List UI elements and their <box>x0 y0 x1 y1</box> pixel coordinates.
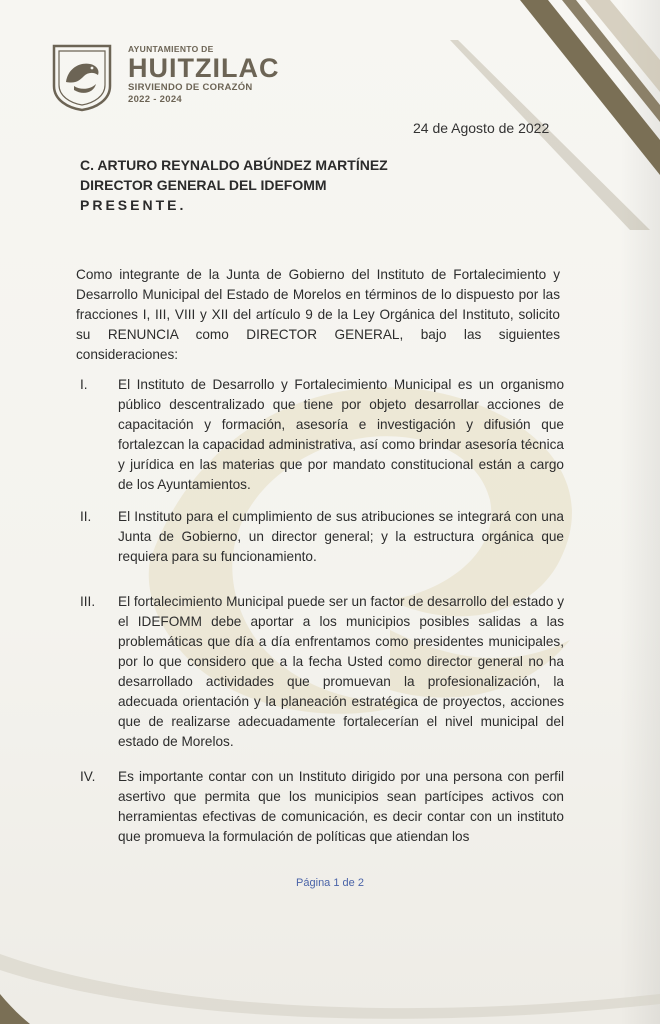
item-text: El fortalecimiento Municipal puede ser un factor de desarrollo del estado y el IDEFOMM debe aportar a los municipios posibles salidas a las problemáticas que día a día enfrentamos como presidentes municipales, por lo que considero que a la fecha Usted como director general no ha desarrollado actividades que promuevan la profesionalización, la adecuada orientación y la planeación estratégica de proyectos, acciones que de realizarse adecuadamente fortalecerían el nivel municipal del estado de Morelos. <box>118 594 564 749</box>
item-number: II. <box>80 509 92 524</box>
intro-paragraph: Como integrante de la Junta de Gobierno del Instituto de Fortalecimiento y Desarrollo Municipal del Estado de Morelos en términos de lo dispuesto por las fracciones I, III, VIII y XII del artículo 9 de la Ley Orgánica del Instituto, solicito su RENUNCIA como DIRECTOR GENERAL, bajo las siguientes consideraciones: <box>76 267 560 362</box>
decorative-bottom-band <box>0 934 660 1024</box>
municipality-brand <box>128 44 279 105</box>
item-text: El Instituto de Desarrollo y Fortalecimiento Municipal es un organismo público descentralizado que tiene por objeto desarrollar acciones de capacitación y formación, asesoría e investigación y difusión que fortalezcan la capacidad administrativa, así como brindar asesoría técnica y jurídica en las materias que por mandato constitucional están a cargo de los Ayuntamientos. <box>118 377 564 492</box>
item-number: IV. <box>80 769 96 784</box>
decorative-stripes <box>450 0 660 230</box>
page-number: Página 1 de 2 <box>296 877 364 889</box>
item-text: Es importante contar con un Instituto dirigido por una persona con perfil asertivo que permita que los municipios sean partícipes activos con herramientas efectivas de comunicación, es decir contar con un instituto que promueva la formulación de políticas que atiendan los <box>118 769 564 844</box>
addressee-name: C. ARTURO REYNALDO ABÚNDEZ MARTÍNEZ <box>80 157 388 173</box>
item-number: I. <box>80 377 88 392</box>
addressee-greeting: PRESENTE. <box>80 197 187 213</box>
municipality-logo <box>50 42 114 112</box>
item-text: El Instituto para el cumplimiento de sus atribuciones se integrará con una Junta de Gobierno, un director general; y la estructura orgánica que requiera para su funcionamiento. <box>118 509 564 564</box>
letter-date: 24 de Agosto de 2022 <box>413 120 550 136</box>
org-slogan: SIRVIENDO DE CORAZÓN <box>128 82 253 93</box>
addressee-block <box>80 155 388 215</box>
org-name: HUITZILAC <box>128 53 280 83</box>
item-number: III. <box>80 594 96 609</box>
org-top-label: AYUNTAMIENTO DE <box>128 44 214 54</box>
org-years: 2022 - 2024 <box>128 94 183 105</box>
addressee-position: DIRECTOR GENERAL DEL IDEFOMM <box>80 177 327 193</box>
